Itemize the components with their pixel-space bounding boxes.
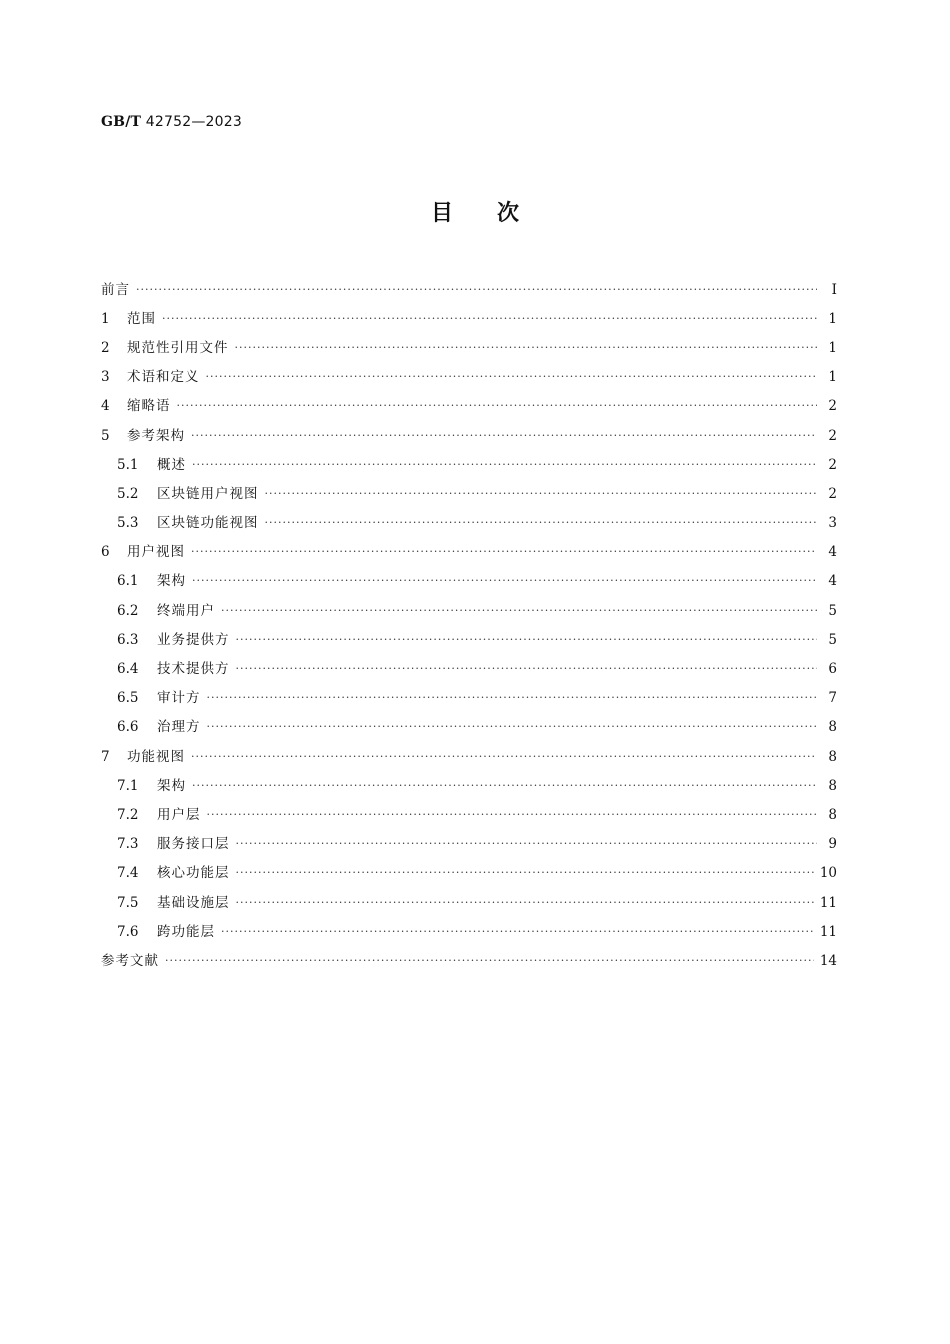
toc-entry-number: 6.5 — [117, 690, 139, 707]
toc-entry-page: 14 — [819, 952, 837, 969]
toc-entry-page: 9 — [828, 836, 837, 853]
toc-entry-page: 7 — [828, 690, 837, 707]
toc-entry[interactable] — [101, 596, 837, 625]
toc-entry[interactable] — [101, 567, 837, 596]
toc-entry[interactable] — [101, 771, 837, 800]
toc-leader-dots — [191, 543, 817, 561]
toc-leader-dots — [236, 894, 814, 912]
toc-entry-page: 4 — [828, 544, 837, 561]
toc-entry[interactable] — [101, 625, 837, 654]
toc-entry[interactable] — [101, 450, 837, 479]
toc-entry-page: 1 — [828, 339, 837, 356]
toc-entry-page: 2 — [828, 485, 837, 502]
toc-entry[interactable] — [101, 917, 837, 946]
toc-entry[interactable] — [101, 742, 837, 771]
table-of-contents — [101, 275, 837, 976]
toc-entry-title: 参考文献 — [101, 952, 159, 969]
toc-entry[interactable] — [101, 363, 837, 392]
toc-entry-title: 终端用户 — [157, 602, 215, 619]
toc-leader-dots — [192, 456, 817, 474]
toc-leader-dots — [191, 427, 817, 445]
toc-entry-number: 6 — [101, 544, 110, 561]
toc-entry-title: 审计方 — [157, 690, 201, 707]
toc-leader-dots — [236, 631, 818, 649]
toc-entry-number: 7.3 — [117, 836, 139, 853]
toc-entry-title: 规范性引用文件 — [127, 339, 229, 356]
toc-entry-number: 1 — [101, 310, 110, 327]
toc-entry-number: 7.5 — [117, 894, 139, 911]
toc-entry[interactable] — [101, 333, 837, 362]
toc-entry-page: 8 — [828, 806, 837, 823]
toc-entry-page: 5 — [828, 602, 837, 619]
toc-entry-page: 8 — [828, 748, 837, 765]
toc-entry-page: 8 — [828, 719, 837, 736]
toc-entry-title: 范围 — [127, 310, 156, 327]
toc-entry-number: 7.2 — [117, 806, 139, 823]
toc-entry-title: 参考架构 — [127, 427, 185, 444]
toc-entry-number: 7.1 — [117, 777, 139, 794]
toc-entry[interactable] — [101, 479, 837, 508]
toc-entry[interactable] — [101, 684, 837, 713]
toc-leader-dots — [177, 397, 818, 415]
toc-entry-title: 用户层 — [157, 806, 201, 823]
toc-entry-title: 核心功能层 — [157, 865, 230, 882]
toc-entry-page: Ⅰ — [831, 281, 837, 298]
toc-entry-title: 区块链用户视图 — [157, 485, 259, 502]
toc-entry[interactable] — [101, 421, 837, 450]
toc-entry[interactable] — [101, 800, 837, 829]
toc-entry-title: 架构 — [157, 573, 186, 590]
toc-entry[interactable] — [101, 654, 837, 683]
toc-entry[interactable] — [101, 888, 837, 917]
standard-code — [101, 114, 242, 130]
toc-entry-page: 4 — [828, 573, 837, 590]
toc-entry-title: 技术提供方 — [157, 661, 230, 678]
toc-leader-dots — [236, 835, 818, 853]
toc-leader-dots — [236, 864, 814, 882]
toc-leader-dots — [136, 281, 817, 299]
toc-entry-page: 1 — [828, 310, 837, 327]
toc-leader-dots — [206, 368, 818, 386]
toc-entry-number: 4 — [101, 398, 110, 415]
toc-leader-dots — [191, 748, 817, 766]
toc-leader-dots — [221, 602, 817, 620]
toc-leader-dots — [236, 660, 818, 678]
toc-entry[interactable] — [101, 538, 837, 567]
toc-entry-number: 7.6 — [117, 923, 139, 940]
toc-entry-number: 6.1 — [117, 573, 139, 590]
toc-leader-dots — [265, 514, 818, 532]
toc-entry-page: 1 — [828, 369, 837, 386]
toc-entry-number: 7.4 — [117, 865, 139, 882]
toc-entry-page: 2 — [828, 398, 837, 415]
toc-entry-page: 6 — [828, 661, 837, 678]
toc-entry-title: 基础设施层 — [157, 894, 230, 911]
toc-leader-dots — [207, 718, 818, 736]
toc-entry-number: 2 — [101, 339, 110, 356]
page-title: 目次 — [430, 201, 563, 226]
toc-entry[interactable] — [101, 859, 837, 888]
toc-entry[interactable] — [101, 946, 837, 975]
toc-entry-page: 11 — [819, 894, 837, 911]
standard-prefix: GB/T — [101, 114, 142, 130]
toc-entry[interactable] — [101, 275, 837, 304]
toc-entry-title: 区块链功能视图 — [157, 515, 259, 532]
toc-entry-title: 概述 — [157, 456, 186, 473]
toc-leader-dots — [165, 952, 814, 970]
toc-entry-number: 5.1 — [117, 456, 139, 473]
toc-entry-page: 11 — [819, 923, 837, 940]
toc-leader-dots — [221, 923, 814, 941]
toc-entry-title: 功能视图 — [127, 748, 185, 765]
toc-entry-number: 5 — [101, 427, 110, 444]
toc-leader-dots — [192, 777, 817, 795]
toc-entry-page: 2 — [828, 427, 837, 444]
toc-entry[interactable] — [101, 304, 837, 333]
toc-entry[interactable] — [101, 713, 837, 742]
toc-entry-number: 7 — [101, 748, 110, 765]
toc-leader-dots — [192, 572, 817, 590]
toc-entry-page: 8 — [828, 777, 837, 794]
toc-entry-page: 10 — [819, 865, 837, 882]
toc-entry-number: 6.2 — [117, 602, 139, 619]
toc-entry-title: 用户视图 — [127, 544, 185, 561]
toc-leader-dots — [207, 689, 818, 707]
toc-entry-number: 5.3 — [117, 515, 139, 532]
toc-entry-title: 治理方 — [157, 719, 201, 736]
toc-leader-dots — [235, 339, 818, 357]
toc-leader-dots — [207, 806, 818, 824]
toc-entry-number: 6.3 — [117, 631, 139, 648]
toc-leader-dots — [265, 485, 818, 503]
toc-entry-page: 5 — [828, 631, 837, 648]
toc-leader-dots — [162, 310, 817, 328]
toc-entry-number: 6.4 — [117, 661, 139, 678]
toc-entry-title: 跨功能层 — [157, 923, 215, 940]
toc-entry-page: 3 — [828, 515, 837, 532]
toc-entry[interactable] — [101, 830, 837, 859]
toc-entry-title: 术语和定义 — [127, 369, 200, 386]
toc-entry-number: 3 — [101, 369, 110, 386]
toc-entry-number: 6.6 — [117, 719, 139, 736]
toc-entry-title: 缩略语 — [127, 398, 171, 415]
toc-entry-number: 5.2 — [117, 485, 139, 502]
toc-entry-title: 服务接口层 — [157, 836, 230, 853]
toc-entry-title: 业务提供方 — [157, 631, 230, 648]
toc-entry-title: 前言 — [101, 281, 130, 298]
toc-entry[interactable] — [101, 392, 837, 421]
toc-entry-page: 2 — [828, 456, 837, 473]
toc-entry[interactable] — [101, 509, 837, 538]
standard-number: 42752—2023 — [145, 114, 242, 130]
toc-entry-title: 架构 — [157, 777, 186, 794]
